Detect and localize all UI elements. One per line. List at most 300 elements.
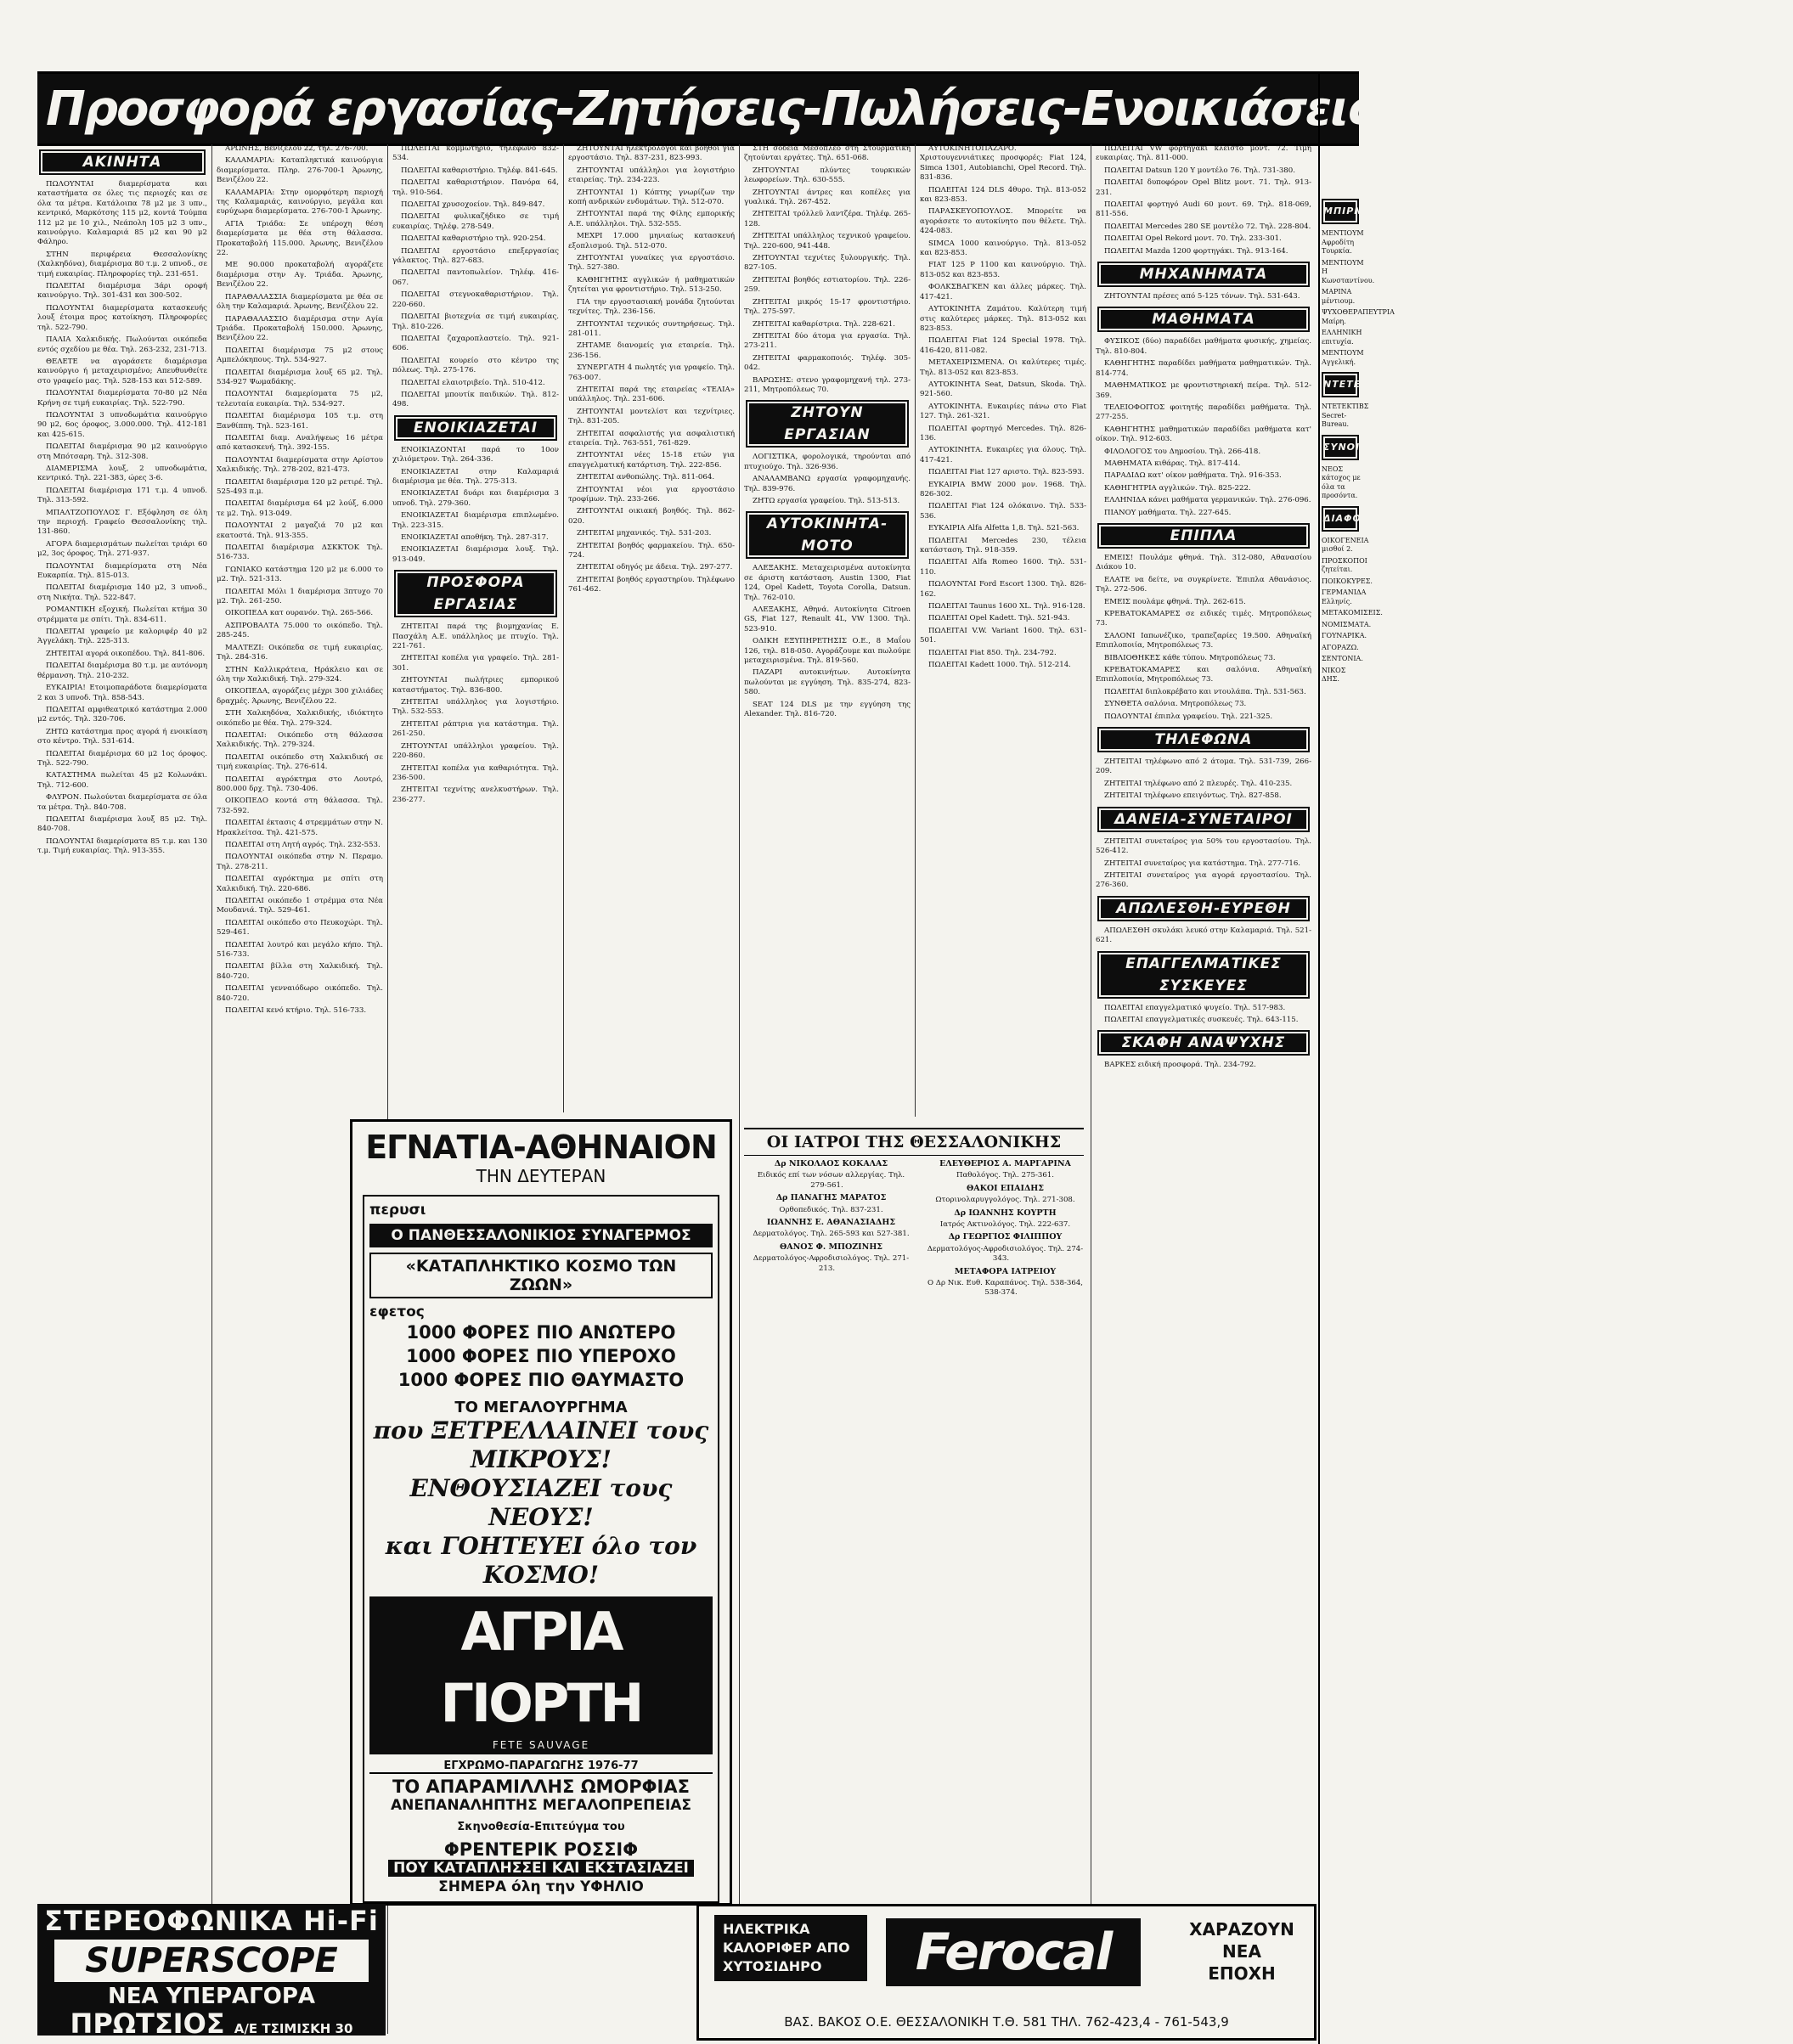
classified-ad: ΠΩΛΕΙΤΑΙ μπουτίκ παιδικών. Τηλ. 812-498. xyxy=(392,390,559,409)
classified-ad: ΠΩΛΕΙΤΑΙ δυποφόρον Opel Blitz μοντ. 71. Τηλ. 913-231. xyxy=(1096,178,1311,197)
classified-ad: ΖΗΤΕΙΤΑΙ βοηθός εστιατορίου. Τηλ. 226-259. xyxy=(744,275,911,295)
classified-ad: ΠΩΛΕΙΤΑΙ Fiat 850. Τηλ. 234-792. xyxy=(928,648,1057,657)
classified-ad: ΖΗΤΟΥΝΤΑΙ μοντελίστ και τεχνίτριες. Τηλ. 831-205. xyxy=(568,407,735,426)
classified-ad: ΖΗΤΑΜΕ διανομείς για εταιρεία. Τηλ. 236-156. xyxy=(568,341,735,360)
col4-ads xyxy=(568,144,735,595)
classified-ad: ΖΗΤΟΥΝΤΑΙ πρέσες από 5-125 τόνων. Τηλ. 531-643. xyxy=(1104,292,1300,301)
classified-ad: ΖΗΤΟΥΝΤΑΙ τεχνίτες ξυλουργικής. Τηλ. 827-105. xyxy=(744,254,911,273)
classified-ad: ΓΟΥΝΑΡΙΚΑ. xyxy=(1322,632,1367,639)
classified-ad: ΠΩΛΕΙΤΑΙ στεγνοκαθαριστήριον. Τηλ. 220-660. xyxy=(392,290,559,309)
brand-name: SUPERSCOPE xyxy=(54,1940,369,1982)
classified-ad: SIMCA 1000 καινούργιο. Τηλ. 813-052 και 823-853. xyxy=(920,239,1086,258)
classified-ad: ΜΑΘΗΜΑΤΙΚΟΣ με φροντιστηριακή πείρα. Τηλ. 512-369. xyxy=(1096,381,1311,400)
classified-ad: ΠΩΛΕΙΤΑΙ επαγγελματικές συσκευές. Τηλ. 643-115. xyxy=(1104,1015,1299,1024)
column-3 xyxy=(392,144,559,1112)
classified-ad: ΑΥΤΟΚΙΝΗΤΟΠΑΖΑΡΟ. Χριστουγεννιάτικες προσφορές: Fiat 124, Simca 1301, Autobianchi, Opel Record. Τηλ. 831-836. xyxy=(920,144,1086,183)
ad-text: ΣΤΕΡΕΟΦΩΝΙΚΑ Hi-Fi xyxy=(44,1905,379,1937)
ad-text: ΠΟΥ ΚΑΤΑΠΛΗΣΣΕΙ ΚΑΙ ΕΚΣΤΑΣΙΑΖΕΙ xyxy=(388,1860,694,1877)
classified-ad: ΑΓΟΡΑ διαμερισμάτων πωλείται τριάρι 60 μ2, 3ος όροφος. Τηλ. 271-937. xyxy=(37,539,207,559)
classified-ad: ΕΝΟΙΚΙΑΖΕΤΑΙ αποθήκη. Τηλ. 287-317. xyxy=(401,533,549,542)
classified-ad: ΕΛΑΤΕ να δείτε, να συγκρίνετε. Έπιπλα Αθανάσιος. Τηλ. 272-506. xyxy=(1096,575,1311,594)
classified-ad: ΕΝΟΙΚΙΑΖΟΝΤΑΙ παρά το 10ον χιλιόμετρον. Τηλ. 264-336. xyxy=(392,445,559,465)
classified-ad: ΜΕΧΡΙ 17.000 μηνιαίως κατασκευή εξοπλισμού. Τηλ. 512-070. xyxy=(568,232,735,251)
classified-ad: ΕΥΚΑΙΡΙΑ Alfa Alfetta 1,8. Τηλ. 521-563. xyxy=(928,524,1080,533)
classified-ad: ΕΛΛΗΝΙΚΗ επιτυχία. xyxy=(1322,329,1362,346)
classified-ad: ΠΑΡΑΣΚΕΥΟΠΟΥΛΟΣ. Μπορείτε να αγοράσετε το αυτοκίνητο που θέλετε. Τηλ. 424-083. xyxy=(920,207,1086,236)
masthead-title: Προσφορά εργασίας-Ζητήσεις-Πωλήσεις-Ενοικιάσεις-Αγοραί-Ακίνητα xyxy=(46,81,1793,137)
cinema-advertisement xyxy=(350,1119,732,1906)
section-header-professional-devices: ΕΠΑΓΓΕΛΜΑΤΙΚΕΣ ΣΥΣΚΕΥΕΣ xyxy=(1097,951,1310,999)
classified-ad: ΜΕΤΑΧΕΙΡΙΣΜΕΝΑ. Οι καλύτερες τιμές. Τηλ. 813-052 και 823-853. xyxy=(920,358,1086,377)
classified-ad: ΕΛΛΗΝΙΔΑ κάνει μαθήματα γερμανικών. Τηλ. 276-096. xyxy=(1104,496,1311,505)
classified-ad: ΠΩΛΟΥΝΤΑΙ οικόπεδα στην Ν. Περαμο. Τηλ. 278-211. xyxy=(217,853,383,871)
column-4 xyxy=(568,144,735,1112)
classified-ad: ΖΗΤΟΥΝΤΑΙ άντρες και κοπέλες για γυαλικά. Τηλ. 267-452. xyxy=(744,188,911,207)
strip-texts-c xyxy=(1320,465,1361,501)
ad-row-text: 1000 ΦΟΡΕΣ ΠΙΟ ΘΑΥΜΑΣΤΟ xyxy=(398,1370,685,1390)
doctor-details: Παθολόγος. Τηλ. 275-361. xyxy=(956,1171,1055,1180)
classified-ad: ΠΩΛΕΙΤΑΙ διαμέρισμα ΔΣΚΚΤΟΚ Τηλ. 516-733. xyxy=(217,543,383,562)
store-address: Α/Ε ΤΣΙΜΙΣΚΗ 30 xyxy=(234,2021,353,2036)
ad-banner: «ΚΑΤΑΠΛΗΚΤΙΚΟ ΚΟΣΜΟ ΤΩΝ ΖΩΩΝ» xyxy=(369,1253,713,1298)
classified-ad: ΜΕ 90.000 προκαταβολή αγοράζετε διαμέρισμα στην Αγ. Τριάδα. Άρωνης, Βενιζέλου 22. xyxy=(217,261,383,290)
doctor-details: Ιατρός Ακτινολόγος. Τηλ. 222-637. xyxy=(939,1220,1071,1230)
classified-ad: ΣΤΗΝ περιφέρεια Θεσσαλονίκης (Χαλκηδόνα), διαμέρισμα 80 τ.μ. 2 υπνοδ., σε τιμή ευκαιρίας. Πληροφορίες τηλ. 231-651. xyxy=(37,250,207,279)
col2-ads xyxy=(217,144,383,1016)
classified-ad: ΠΩΛΕΙΤΑΙ φυλικαζήδικο σε τιμή ευκαιρίας. Τηλέφ. 278-549. xyxy=(392,212,559,231)
classified-ad: ΠΩΛΕΙΤΑΙ V.W. Variant 1600. Τηλ. 631-501. xyxy=(920,626,1086,645)
classified-ad: ΖΗΤΟΥΝΤΑΙ γυναίκες για εργοστάσιο. Τηλ. 527-380. xyxy=(568,254,735,273)
classified-ad: ΖΗΤΟΥΝΤΑΙ υπάλληλοι γραφείου. Τηλ. 220-860. xyxy=(392,741,559,761)
classified-ad: ΖΗΤΟΥΝΤΑΙ τεχνικός συντηρήσεως. Τηλ. 281-011. xyxy=(568,319,735,338)
classified-ad: ΠΩΛΕΙΤΑΙ Opel Rekord μοντ. 70. Τηλ. 233-301. xyxy=(1104,234,1282,244)
doctor-name: ΙΩΑΝΝΗΣ Ε. ΑΘΑΝΑΣΙΑΔΗΣ xyxy=(766,1218,896,1228)
strip-header: ΣΥΝΟΙΚ xyxy=(1322,435,1359,460)
classified-ad: ΜΑΘΗΜΑΤΑ κιθάρας. Τηλ. 817-414. xyxy=(1104,459,1241,468)
column-1 xyxy=(37,144,207,2034)
section-header-furniture: ΕΠΙΠΛΑ xyxy=(1097,523,1310,549)
classified-ad: ΖΗΤΕΙΤΑΙ κοπέλα για γραφείο. Τηλ. 281-301. xyxy=(392,654,559,673)
classified-ad: ΠΩΛΕΙΤΑΙ εργοστάσιο επεξεργασίας γάλακτος. Τηλ. 827-683. xyxy=(392,246,559,266)
ad-script-text: ΕΝΘΟΥΣΙΑΖΕΙ τους ΝΕΟΥΣ! xyxy=(409,1474,673,1531)
classified-ad: ΜΠΑΛΤΖΟΠΟΥΛΟΣ Γ. Εξόφληση σε όλη την περιοχή. Γραφείο Θεσσαλονίκης τηλ. 131-860. xyxy=(37,508,207,537)
classified-ad: ΠΩΛΕΙΤΑΙ οικόπεδο στη Χαλκιδική σε τιμή ευκαιρίας. Τηλ. 276-614. xyxy=(217,752,383,772)
classified-ad: ΠΩΛΕΙΤΑΙ οικόπεδο στο Πευκοχώρι. Τηλ. 529-461. xyxy=(217,918,383,938)
strip-texts-d xyxy=(1320,536,1383,684)
classified-ad: ΦΛΥΡΟΝ. Πωλούνται διαμερίσματα σε όλα τα μέτρα. Τηλ. 840-708. xyxy=(37,793,207,812)
classified-ad: ΠΩΛΕΙΤΑΙ επαγγελματικό ψυγείο. Τηλ. 517-983. xyxy=(1104,1003,1286,1012)
classified-ad: ΚΑΘΗΓΗΤΗΣ αγγλικών ή μαθηματικών ζητείται για φροντιστήριο. Τηλ. 513-250. xyxy=(568,275,735,295)
classified-ad: ΖΗΤΕΙΤΑΙ παρά της βιομηχανίας Ε. Πασχάλη Α.Ε. υπάλληλος με πτυχίο. Τηλ. 221-761. xyxy=(392,622,559,651)
doctor-name: Δρ ΝΙΚΟΛΑΟΣ ΚΟΚΑΛΑΣ xyxy=(774,1159,888,1168)
director-name: ΦΡΕΝΤΕΡΙΚ ΡΟΣΣΙΦ xyxy=(443,1839,639,1860)
classified-ad: ΖΗΤΟΥΝΤΑΙ υπάλληλοι για λογιστήριο εταιρείας. Τηλ. 234-223. xyxy=(568,166,735,185)
film-title: ΑΓΡΙΑ ΓΙΟΡΤΗ xyxy=(369,1596,713,1739)
strip-texts-a xyxy=(1320,229,1395,367)
classified-ad: ΠΩΛΕΙΤΑΙ καθαριστήριον. Πανόρα 64, τηλ. 910-564. xyxy=(392,178,559,197)
col7-lost-ads xyxy=(1096,926,1311,946)
col5-car-ads xyxy=(744,564,911,719)
classified-ad: ΓΩΝΙΑΚΟ κατάστημα 120 μ2 με 6.000 το μ2. Τηλ. 521-313. xyxy=(217,565,383,584)
classifieds-masthead xyxy=(37,71,1793,146)
column-rule xyxy=(211,144,212,2034)
cinema-ad-body xyxy=(363,1195,719,1903)
classified-ad: ΜΑΡΙΝΑ μέντιουμ. xyxy=(1322,288,1356,305)
classified-ad: ΠΩΛΕΙΤΑΙ διαμέρισμα 64 μ2 λούξ, 6.000 τε μ2. Τηλ. 913-049. xyxy=(217,499,383,518)
classified-ad: ΖΗΤΕΙΤΑΙ ασφαλιστής για ασφαλιστική εταιρεία. Τηλ. 763-551, 761-829. xyxy=(568,429,735,448)
ad-row-text: 1000 ΦΟΡΕΣ ΠΙΟ ΑΝΩΤΕΡΟ xyxy=(406,1322,676,1343)
classified-ad: ΕΜΕΙΣ πουλάμε φθηνά. Τηλ. 262-615. xyxy=(1104,597,1246,606)
classified-ad: ΠΩΛΕΙΤΑΙ φορτηγό Audi 60 μοντ. 69. Τηλ. 818-069, 811-556. xyxy=(1096,200,1311,219)
classified-ad: ΖΗΤΟΥΝΤΑΙ 1) Κόπτης γνωρίζων την κοπή ανδρικών ενδυμάτων. Τηλ. 512-070. xyxy=(568,188,735,207)
classified-ad: ΖΗΤΩ κατάστημα προς αγορά ή ενοικίαση στο κέντρο. Τηλ. 531-614. xyxy=(37,727,207,746)
classified-ad: ΠΩΛΕΙΤΑΙ καθαριστήριο τηλ. 920-254. xyxy=(401,234,546,244)
classified-ad: ΠΩΛΕΙΤΑΙ διαμέρισμα 171 τ.μ. 4 υπνοδ. Τηλ. 313-592. xyxy=(37,486,207,505)
classified-ad: ΠΩΛΕΙΤΑΙ διαμέρισμα λουξ 85 μ2. Τηλ. 840-708. xyxy=(37,814,207,834)
section-header-cars-moto: ΑΥΤΟΚΙΝΗΤΑ-ΜΟΤΟ xyxy=(746,511,909,559)
brand-name: Ferocal xyxy=(886,1918,1141,1986)
classified-ad: ΠΩΛΕΙΤΑΙ κενό κτήριο. Τηλ. 516-733. xyxy=(225,1006,367,1016)
doctor-details: Ωτορινολαρυγγολόγος. Τηλ. 271-308. xyxy=(935,1196,1075,1205)
doctors-left xyxy=(744,1159,910,1301)
classified-ad: ΖΗΤΕΙΤΑΙ βοηθός φαρμακείου. Τηλ. 650-724. xyxy=(568,541,735,560)
section-header-lessons: ΜΑΘΗΜΑΤΑ xyxy=(1097,307,1310,332)
classified-ad: ΠΑΡΑΔΙΔΩ κατ' οίκον μαθήματα. Τηλ. 916-353. xyxy=(1104,471,1282,481)
classified-ad: ΠΩΛΕΙΤΑΙ διαμέρισμα 105 τ.μ. στη Ξανθίππη. Τηλ. 523-161. xyxy=(217,412,383,431)
classified-ad: ΠΩΛΕΙΤΑΙ Mercedes 230, τέλεια κατάσταση. Τηλ. 918-359. xyxy=(920,536,1086,555)
classified-ad: ΑΓΟΡΑΖΩ. xyxy=(1322,643,1359,651)
classified-ad: ΚΑΘΗΓΗΤΗΣ παραδίδει μαθήματα μαθηματικών. Τηλ. 814-774. xyxy=(1096,359,1311,378)
section-header-leisure-boats: ΣΚΑΦΗ ΑΝΑΨΥΧΗΣ xyxy=(1097,1030,1310,1056)
section-header-phones: ΤΗΛΕΦΩΝΑ xyxy=(1097,727,1310,752)
ad-script-text: που ΞΕΤΡΕΛΛΑΙΝΕΙ τους ΜΙΚΡΟΥΣ! xyxy=(373,1416,709,1473)
classified-ad: ΠΩΛΕΙΤΑΙ Mercedes 280 SE μοντέλο 72. Τηλ. 228-804. xyxy=(1104,222,1311,231)
classified-ad: ΠΩΛΕΙΤΑΙ διαμέρισμα 120 μ2 ρετιρέ. Τηλ. 525-493 π.μ. xyxy=(217,477,383,496)
doctor-name: Δρ ΓΕΩΡΓΙΟΣ ΦΙΛΙΠΠΟΥ xyxy=(948,1232,1063,1242)
classified-ad: ΚΑΘΗΓΗΤΗΣ μαθηματικών παραδίδει μαθήματα κατ' οίκον. Τηλ. 912-603. xyxy=(1096,425,1311,444)
col7-furniture-ads xyxy=(1096,554,1311,722)
classified-ad: ΨΥΧΟΘΕΡΑΠΕΥΤΡΙΑ Μαίρη. xyxy=(1322,308,1395,325)
classified-ad: ΠΩΛΕΙΤΑΙ φορτηγό Mercedes. Τηλ. 826-136. xyxy=(920,424,1086,442)
classified-ad: ΠΩΛΕΙΤΑΙ χρυσοχοείον. Τηλ. 849-847. xyxy=(401,200,545,210)
classified-ad: ΖΗΤΕΙΤΑΙ φαρμακοποιός. Τηλέφ. 305-042. xyxy=(744,353,911,373)
classified-ad: ΚΡΕΒΑΤΟΚΑΜΑΡΕΣ και σαλόνια. Αθηναϊκή Επιπλοποιία, Μητροπόλεως 73. xyxy=(1096,666,1311,684)
classified-ad: ΠΩΛΟΥΝΤΑΙ διαμερίσματα στην Αρίστου Χαλκιδικής. Τηλ. 278-202, 821-473. xyxy=(217,455,383,475)
classified-ad: ΠΩΛΕΙΤΑΙ διαμέρισμα 75 μ2 στους Αμπελόκηπους. Τηλ. 534-927. xyxy=(217,346,383,365)
col5-seek-ads xyxy=(744,453,911,506)
classified-ad: ΒΙΒΛΙΟΘΗΚΕΣ κάθε τύπου. Μητροπόλεως 73. xyxy=(1104,653,1276,662)
classified-ad: ΠΩΛΕΙΤΑΙ Μόλι 1 διαμέρισμα 3πτυχο 70 μ2. Τηλ. 261-250. xyxy=(217,587,383,606)
doctor-name: Δρ ΙΩΑΝΝΗΣ ΚΟΥΡΤΗ xyxy=(954,1208,1057,1218)
classified-ad: ΠΩΛΟΥΝΤΑΙ διαμερίσματα 75 μ2, τελευταία ευκαιρία. Τηλ. 534-927. xyxy=(217,390,383,408)
strip-texts-b xyxy=(1320,403,1369,430)
classified-ad: ΜΑΛΤΕΖΙ: Οικόπεδα σε τιμή ευκαιρίας. Τηλ. 284-316. xyxy=(217,643,383,662)
column-rule xyxy=(563,144,564,1112)
classified-ad: ΖΗΤΟΥΝΤΑΙ πλύντες τουρκικών λεωφορείων. Τηλ. 630-555. xyxy=(744,166,911,185)
classified-ad: ΠΩΛΕΙΤΑΙ: Οικόπεδο στη θάλασσα Χαλκιδικής. Τηλ. 279-324. xyxy=(217,730,383,750)
section-header-machines: ΜΗΧΑΝΗΜΑΤΑ xyxy=(1097,262,1310,287)
classified-ad: ΟΙΚΟΠΕΔΟ κοντά στη θάλασσα. Τηλ. 732-592. xyxy=(217,797,383,815)
classified-ad: ΠΩΛΟΥΝΤΑΙ Ford Escort 1300. Τηλ. 826-162. xyxy=(920,580,1086,599)
classified-ad: ΒΑΡΚΕΣ ειδική προσφορά. Τηλ. 234-792. xyxy=(1104,1061,1256,1070)
classified-ad: ΚΑΤΑΣΤΗΜΑ πωλείται 45 μ2 Κολωνάκι. Τηλ. 712-600. xyxy=(37,771,207,790)
classified-ad: ΚΑΛΑΜΑΡΙΑ: Καταπληκτικά καινούργια διαμερίσματα. Πληρ. 276-700-1 Άρωνης, Βενιζέλου 22. xyxy=(217,156,383,185)
classified-ad: ΣΤΗ σοδειά Μεσοπλέο στη Στουρμάτικη ζητούνται εργάτες. Τηλ. 651-068. xyxy=(744,144,911,163)
classified-ad: ΠΩΛΕΙΤΑΙ βίλλα στη Χαλκιδική. Τηλ. 840-720. xyxy=(217,962,383,981)
classified-ad: ΠΩΛΕΙΤΑΙ κομμωτήριο, τηλέφωνο 832-534. xyxy=(392,144,559,163)
doctor-details: Ειδικός επί των νόσων αλλεργίας. Τηλ. 279-561. xyxy=(757,1171,905,1190)
classified-ad: ΠΩΛΕΙΤΑΙ παντοπωλείον. Τηλέφ. 416-067. xyxy=(392,268,559,287)
classified-ad: ΖΗΤΕΙΤΑΙ μικρός 15-17 φροντιστήριο. Τηλ. 275-597. xyxy=(744,297,911,317)
classified-ad: ΦΙΛΟΛΟΓΟΣ του Δημοσίου. Τηλ. 266-418. xyxy=(1104,447,1261,456)
classified-ad: ΠΩΛΕΙΤΑΙ αγρόκτημα στο Λουτρό, 800.000 δρχ. Τηλ. 730-406. xyxy=(217,774,383,793)
classified-ad: ΖΗΤΕΙΤΑΙ κοπέλα για καθαριότητα. Τηλ. 236-500. xyxy=(392,763,559,782)
classified-ad: ΝΕΟΣ κάτοχος με όλα τα προσόντα. xyxy=(1322,465,1361,499)
ad-closing xyxy=(369,1772,713,1896)
classified-ad: ΑΥΤΟΚΙΝΗΤΑ Seat, Datsun, Skoda. Τηλ. 921-560. xyxy=(920,380,1086,399)
classified-ad: ΠΩΛΕΙΤΑΙ ελαιοτριβείο. Τηλ. 510-412. xyxy=(401,378,545,387)
ad-row-text: 1000 ΦΟΡΕΣ ΠΙΟ ΥΠΕΡΟΧΟ xyxy=(406,1346,676,1366)
classified-ad: ΡΟΜΑΝΤΙΚΗ εξοχική. Πωλείται κτήμα 30 στρέμματα με σπίτι. Τηλ. 834-611. xyxy=(37,605,207,624)
ad-text: ΤΟ ΑΠΑΡΑΜΙΛΛΗΣ ΩΜΟΡΦΙΑΣ xyxy=(392,1777,690,1797)
clipped-right-column xyxy=(1318,71,1395,2044)
column-rule xyxy=(915,144,916,1117)
classified-ad: ΕΝΟΙΚΙΑΖΕΤΑΙ διαμέρισμα λουξ. Τηλ. 913-049. xyxy=(392,545,559,564)
doctors-title: ΟΙ ΙΑΤΡΟΙ ΤΗΣ ΘΕΣΣΑΛΟΝΙΚΗΣ xyxy=(744,1128,1084,1156)
classified-ad: ΝΟΜΙΣΜΑΤΑ. xyxy=(1322,620,1372,628)
classified-ad: ΠΩΛΕΙΤΑΙ γενναιόδωρο οικόπεδο. Τηλ. 840-720. xyxy=(217,984,383,1003)
classified-ad: ΕΜΕΙΣ! Πουλάμε φθηνά. Τηλ. 312-080, Αθανασίου Διάκου 10. xyxy=(1096,553,1311,572)
col7-ads-top xyxy=(1096,144,1311,256)
classified-ad: ΖΗΤΕΙΤΑΙ τρόλλεϋ λαντζέρα. Τηλέφ. 265-128. xyxy=(744,210,911,228)
col5-ads xyxy=(744,144,911,395)
classified-ad: ΠΩΛΕΙΤΑΙ διαμέρισμα 60 μ2 1ος όροφος. Τηλ. 522-790. xyxy=(37,749,207,768)
classified-ad: ΚΑΛΑΜΑΡΙΑ: Στην ομορφότερη περιοχή της Καλαμαριάς, καινούργιο, μεγάλα και ευρύχωρα διαμερίσματα. 276-700-1 Άρωνης. xyxy=(217,188,383,217)
classified-ad: ΠΩΛΟΥΝΤΑΙ 2 μαγαζιά 70 μ2 και εκατοστά. Τηλ. 913-355. xyxy=(217,521,383,540)
classified-ad: ΠΩΛΟΥΝΤΑΙ διαμερίσματα 70-80 μ2 Νέα Κρήνη σε τιμή ευκαιρίας. Τηλ. 522-790. xyxy=(37,389,207,408)
classified-ad: ΠΑΡΑΘΑΛΑΣΣΙΟ διαμέρισμα στην Αγία Τριάδα. Προκαταβολή 150.000. Άρωνης, Βενιζέλου 22. xyxy=(217,314,383,343)
classified-ad: ΖΗΤΩ εργασία γραφείου. Τηλ. 513-513. xyxy=(753,496,900,505)
classified-ad: ΖΗΤΕΙΤΑΙ δύο άτομα για εργασία. Τηλ. 273-211. xyxy=(744,331,911,351)
ad-text: ΑΝΕΠΑΝΑΛΗΠΤΗΣ ΜΕΓΑΛΟΠΡΕΠΕΙΑΣ xyxy=(390,1797,692,1814)
classified-ad: ΖΗΤΕΙΤΑΙ παρά της εταιρείας «ΤΕΛΙΑ» υπάλληλος. Τηλ. 231-606. xyxy=(568,385,735,404)
section-header-for-rent: ΕΝΟΙΚΙΑΖΕΤΑΙ xyxy=(394,415,557,441)
col3-rent-ads xyxy=(392,446,559,565)
col7-pro-ads xyxy=(1096,1004,1311,1026)
classified-ad: ΠΩΛΕΙΤΑΙ διαμ. Αναλήψεως 16 μέτρα από κατασκευή. Τηλ. 392-155. xyxy=(217,433,383,453)
classified-ad: ΠΩΛΕΙΤΑΙ αμφιθεατρικό κατάστημα 2.000 μ2 εντός. Τηλ. 320-706. xyxy=(37,705,207,724)
cinema-subtitle: ΤΗΝ ΔΕΥΤΕΡΑΝ xyxy=(476,1166,606,1186)
classified-ad: ΠΡΟΣΚΟΠΟΙ ζητείται. xyxy=(1322,556,1367,573)
film-production: ΕΓΧΡΩΜΟ-ΠΑΡΑΓΩΓΗΣ 1976-77 xyxy=(443,1760,639,1772)
col3-job-ads xyxy=(392,622,559,805)
classified-ad: ΠΩΛΟΥΝΤΑΙ διαμερίσματα στη Νέα Ευκαρπία. Τηλ. 815-013. xyxy=(37,561,207,581)
classified-ad: ΠΩΛΕΙΤΑΙ διπλοκρέβατο και ντουλάπα. Τηλ. 531-563. xyxy=(1104,687,1306,696)
classified-ad: ΖΗΤΕΙΤΑΙ καθαρίστρια. Τηλ. 228-621. xyxy=(753,319,896,329)
classified-ad: ΟΙΚΟΠΕΔΑ, αγοράζεις μέχρι 300 χιλιάδες δραχμές. Άρωνης, Βενιζέλου 22. xyxy=(217,687,383,706)
classified-ad: ΘΕΛΕΤΕ να αγοράσετε διαμέρισμα καινούργιο ή μεταχειρισμένο; Απευθυνθείτε στο γραφείο μας. Τηλ. 528-153 και 512-589. xyxy=(37,357,207,386)
classified-ad: ΖΗΤΟΥΝΤΑΙ παρά της Φίλης εμπορικής Α.Ε. υπάλληλοι. Τηλ. 532-555. xyxy=(568,210,735,228)
classified-ad: ΚΡΕΒΑΤΟΚΑΜΑΡΕΣ σε ειδικές τιμές. Μητροπόλεως 73. xyxy=(1096,610,1311,628)
classified-ad: FIAT 125 P 1100 και καινούργιο. Τηλ. 813-052 και 823-853. xyxy=(920,261,1086,279)
classified-ad: ΟΙΚΟΓΕΝΕΙΑ μισθοί 2. xyxy=(1322,536,1369,553)
classified-ad: ΣΑΛΟΝΙ Ιαπωνέζικο, τραπεζαρίες 19.500. Αθηναϊκή Επιπλοποιία, Μητροπόλεως 73. xyxy=(1096,631,1311,650)
ad-row xyxy=(369,1344,713,1368)
classified-ad: ΠΩΛΕΙΤΑΙ αγρόκτημα με σπίτι στη Χαλκιδική. Τηλ. 220-686. xyxy=(217,875,383,893)
classified-ad: ΠΩΛΕΙΤΑΙ Fiat 127 αριστο. Τηλ. 823-593. xyxy=(928,468,1085,477)
col7-boat-ads xyxy=(1096,1061,1311,1070)
section-header-seeking-work: ΖΗΤΟΥΝ ΕΡΓΑΣΙΑΝ xyxy=(746,400,909,448)
classified-ad: ΠΩΛΕΙΤΑΙ διαμέρισμα 3άρι οροφή καινούργιο. Τηλ. 301-431 και 300-502. xyxy=(37,282,207,301)
classified-ad: ΖΗΤΟΥΝΤΑΙ ηλεκτρολόγοι και βοηθοί για εργοστάσιο. Τηλ. 837-231, 823-993. xyxy=(568,144,735,163)
classified-ad: ΠΩΛΕΙΤΑΙ λουτρό και μεγάλο κήπο. Τηλ. 516-733. xyxy=(217,940,383,960)
classified-ad: ΖΗΤΟΥΝΤΑΙ οικιακή βοηθός. Τηλ. 862-020. xyxy=(568,507,735,526)
classified-ad: ΑΥΤΟΚΙΝΗΤΑ. Ευκαιρίες για όλους. Τηλ. 417-421. xyxy=(920,446,1086,465)
classified-ad: ΦΥΣΙΚΟΣ (δύο) παραδίδει μαθήματα φυσικής, χημείας. Τηλ. 810-804. xyxy=(1096,337,1311,356)
classified-ad: ΖΗΤΕΙΤΑΙ υπάλληλος για λογιστήριο. Τηλ. 532-553. xyxy=(392,698,559,717)
doctor-details: Δερματολόγος-Αφροδισιολόγος. Τηλ. 274-343. xyxy=(927,1244,1084,1264)
doctor-name: ΘΑΝΟΣ Φ. ΜΠΟΖΙΝΗΣ xyxy=(779,1242,883,1252)
classified-ad: ΠΩΛΕΙΤΑΙ Kadett 1000. Τηλ. 512-214. xyxy=(928,661,1071,670)
store-name: ΠΡΩΤΣΙΟΣ xyxy=(70,2007,225,2040)
ad-text: εφετος xyxy=(369,1304,425,1320)
classified-ad: ΠΩΛΟΥΝΤΑΙ διαμερίσματα και καταστήματα σε όλες τις περιοχές και σε όλα τα μέτρα. Κατάλοιπα 78 μ2 με 3 υπν., κεντρικό, Μαρκότσης 115 μ2, κοντά Τούμπα 112 μ2 με 10 χιλ., Νεάπολη 105 μ2 3 υπν., καινούργιο. Καλαμαριά 85 μ2 και 90 μ2 Φάληρο. xyxy=(37,180,207,247)
store-line xyxy=(37,2009,386,2043)
classified-ad: ΣΤΗΝ Καλλικράτεια, Ηράκλειο και σε όλη την Χαλκιδική. Τηλ. 279-324. xyxy=(217,665,383,684)
classified-ad: ΖΗΤΟΥΝΤΑΙ πωλήτριες εμπορικού καταστήματος. Τηλ. 836-800. xyxy=(392,676,559,695)
classified-ad: ΝΙΚΟΣ ΔΗΣ. xyxy=(1322,666,1346,683)
ad-script-text: και ΓΟΗΤΕΥΕΙ όλο τον ΚΟΣΜΟ! xyxy=(385,1532,697,1589)
classified-ad: ΖΗΤΕΙΤΑΙ οδηγός με άδεια. Τηλ. 297-277. xyxy=(577,563,733,572)
classified-ad: ΖΗΤΕΙΤΑΙ βοηθός εργαστηρίου. Τηλέφωνο 761-462. xyxy=(568,575,735,594)
classified-ad: ΠΩΛΕΙΤΑΙ στη Λητή αγρός. Τηλ. 232-553. xyxy=(225,841,381,849)
classified-ad: ΟΙΚΟΠΕΔΑ κατ ουρανόν. Τηλ. 265-566. xyxy=(225,609,374,618)
classified-ad: ΤΕΛΕΙΟΦΟΙΤΟΣ φοιτητής παραδίδει μαθήματα. Τηλ. 277-255. xyxy=(1096,403,1311,422)
ad-text: ΝΕΑ ΥΠΕΡΑΓΟΡΑ xyxy=(107,1984,316,2009)
column-rule xyxy=(739,144,740,2034)
col7-machine-ads xyxy=(1096,292,1311,301)
classified-ad: ΑΠΩΛΕΣΘΗ σκυλάκι λευκό στην Καλαμαριά. Τηλ. 521-621. xyxy=(1096,926,1311,945)
strip-header: ΝΤΕΤΕΚΤ xyxy=(1322,372,1359,397)
classified-ad: ΠΑΡΑΘΑΛΑΣΣΙΑ διαμερίσματα με θέα σε όλη την Καλαμαριά. Άρωνης, Βενιζέλου 22. xyxy=(217,292,383,312)
classified-ad: ΠΩΛΕΙΤΑΙ Fiat 124 Special 1978. Τηλ. 416-420, 811-082. xyxy=(920,336,1086,355)
doctor-name: ΜΕΤΑΦΟΡΑ ΙΑΤΡΕΙΟΥ xyxy=(954,1266,1057,1276)
ad-row xyxy=(369,1368,713,1392)
classified-ad: ΛΟΓΙΣΤΙΚΑ, φορολογικά, τηρούνται από πτυχιούχο. Τηλ. 326-936. xyxy=(744,453,911,471)
film-subtitle: FETE SAUVAGE xyxy=(369,1739,713,1754)
classified-ad: ΠΩΛΕΙΤΑΙ διαμέρισμα 90 μ2 καινούργιο στη Μπότσαρη. Τηλ. 312-308. xyxy=(37,442,207,461)
classified-ad: ΠΙΑΝΟΥ μαθήματα. Τηλ. 227-645. xyxy=(1104,508,1232,517)
classified-ad: ΔΙΑΜΕΡΙΣΜΑ λουξ, 2 υπνοδωμάτια, κεντρικό. Τηλ. 221-383, ώρες 3-6. xyxy=(37,464,207,483)
ferocal-advertisement xyxy=(696,1904,1317,2041)
ad-text: περυσι xyxy=(369,1202,426,1219)
doctor-details: Ο Δρ Νικ. Ευθ. Καραπάνος. Τηλ. 538-364, 538-374. xyxy=(927,1279,1084,1298)
classified-ad: ΖΗΤΟΥΝΤΑΙ νέοι για εργοστάσιο τροφίμων. Τηλ. 233-266. xyxy=(568,485,735,504)
col7-lesson-ads xyxy=(1096,337,1311,518)
classified-ad: ΠΩΛΕΙΤΑΙ ζαχαροπλαστείο. Τηλ. 921-606. xyxy=(392,334,559,353)
doctor-name: ΘΑΚΟΙ ΕΠΑΙΔΗΣ xyxy=(966,1183,1045,1193)
classified-ad: ΠΟΙΚΟΚΥΡΕΣ. xyxy=(1322,577,1373,585)
ad-text: ΣΗΜΕΡΑ όλη την ΥΦΗΛΙΟ xyxy=(438,1878,644,1895)
section-header-real-estate: ΑΚΙΝΗΤΑ xyxy=(39,149,206,175)
classified-ad: ΖΗΤΕΙΤΑΙ συνεταίρος για κατάστημα. Τηλ. 277-716. xyxy=(1104,859,1301,868)
ad-text: Σκηνοθεσία-Επιτεύγμα του xyxy=(457,1821,625,1833)
ad-text: ΧΑΡΑΖΟΥΝ ΝΕΑ ΕΠΟΧΗ xyxy=(1189,1919,1294,1984)
classified-ad: ΕΥΚΑΙΡΙΑ! Ετοιμοπαράδοτα διαμερίσματα 2 και 3 υπνοδ. Τηλ. 858-543. xyxy=(37,684,207,702)
classified-ad: ΦΟΛΚΣΒΑΓΚΕΝ και άλλες μάρκες. Τηλ. 417-421. xyxy=(920,283,1086,301)
classified-ad: ΖΗΤΕΙΤΑΙ τηλέφωνο επειγόντως. Τηλ. 827-858. xyxy=(1104,791,1282,801)
ad-text: ΗΛΕΚΤΡΙΚΑ ΚΑΛΟΡΙΦΕΡ ΑΠΟ ΧΥΤΟΣΙΔΗΡΟ xyxy=(714,1915,867,1981)
classified-ad: ΖΗΤΕΙΤΑΙ συνεταίρος για αγορά εργοστασίου. Τηλ. 276-360. xyxy=(1096,870,1311,890)
classified-ad: ΣΥΝΘΕΤΑ σαλόνια. Μητροπόλεως 73. xyxy=(1104,700,1247,709)
classified-ad: ΠΩΛΕΙΤΑΙ καθαριστήριο. Τηλέφ. 841-645. xyxy=(401,166,558,175)
classified-ad: ΕΥΚΑΙΡΙΑ BMW 2000 μον. 1968. Τηλ. 826-302. xyxy=(920,480,1086,498)
classified-ad: ΖΗΤΕΙΤΑΙ συνεταίρος για 50% του εργοστασίου. Τηλ. 526-412. xyxy=(1096,836,1311,856)
classified-ad: ΠΩΛΕΙΤΑΙ διαμέρισμα 80 τ.μ. με αυτόνομη θέρμανση. Τηλ. 210-232. xyxy=(37,662,207,680)
classified-ad: ΠΩΛΕΙΤΑΙ Opel Kadett. Τηλ. 521-943. xyxy=(928,614,1070,623)
ad-row xyxy=(369,1320,713,1344)
doctor-name: Δρ ΠΑΝΑΓΗΣ ΜΑΡΑΤΟΣ xyxy=(775,1193,887,1203)
classified-ad: ΜΕΝΤΙΟΥΜ Αφροδίτη Τουρκία. xyxy=(1322,229,1364,255)
ad-text: ΤΟ ΜΕΓΑΛΟΥΡΓΗΜΑ xyxy=(454,1399,628,1416)
classified-ad: ΖΗΤΕΙΤΑΙ τηλέφωνο από 2 πλευρές. Τηλ. 410-235. xyxy=(1104,779,1293,788)
col3-ads xyxy=(392,144,559,410)
classified-ad: ΕΝΟΙΚΙΑΖΕΤΑΙ δυάρι και διαμέρισμα 3 υπνοδ. Τηλ. 279-360. xyxy=(392,489,559,508)
section-header-job-offers: ΠΡΟΣΦΟΡΑ ΕΡΓΑΣΙΑΣ xyxy=(394,570,557,617)
col1-ads xyxy=(37,180,207,857)
classified-ad: ΚΑΘΗΓΗΤΡΙΑ αγγλικών. Τηλ. 825-222. xyxy=(1104,483,1251,493)
col7-phone-ads xyxy=(1096,757,1311,802)
classified-ad: ΑΥΤΟΚΙΝΗΤΑ. Ευκαιρίες πάνω στο Fiat 127. Τηλ. 261-321. xyxy=(920,402,1086,421)
doctor-details: Δερματολόγος-Αφροδισιολόγος. Τηλ. 271-213. xyxy=(753,1254,910,1273)
classified-ad: ΠΩΛΕΙΤΑΙ Fiat 124 ολόκαινο. Τηλ. 533-536. xyxy=(920,502,1086,521)
classified-ad: ΠΩΛΕΙΤΑΙ διαμέρισμα λουξ 65 μ2. Τηλ. 534-927 Ψωμαδάκης. xyxy=(217,368,383,386)
classified-ad: ΣΥΝΕΡΓΑΤΗ 4 πωλητές για γραφείο. Τηλ. 763-007. xyxy=(568,363,735,382)
classified-ad: ΟΔΙΚΗ ΕΞΥΠΗΡΕΤΗΣΙΣ Ο.Ε., 8 Μαΐου 126, τηλ. 818-050. Αγοράζουμε και πωλούμε μεταχειρισμένα. Τηλ. 819-560. xyxy=(744,637,911,666)
ad-banner: Ο ΠΑΝΘΕΣΣΑΛΟΝΙΚΙΟΣ ΣΥΝΑΓΕΡΜΟΣ xyxy=(369,1224,713,1247)
doctor-details: Ορθοπεδικός. Τηλ. 837-231. xyxy=(779,1205,883,1214)
classified-ad: ΠΩΛΟΥΝΤΑΙ διαμερίσματα 85 τ.μ. και 130 τ.μ. Τιμή ευκαιρίας. Τηλ. 913-355. xyxy=(37,836,207,856)
section-header-loans-partners: ΔΑΝΕΙΑ-ΣΥΝΕΤΑΙΡΟΙ xyxy=(1097,807,1310,832)
classified-ad: ΖΗΤΕΙΤΑΙ ράπτρια για κατάστημα. Τηλ. 261-250. xyxy=(392,719,559,739)
classified-ad: ΓΙΑ την εργοστασιακή μονάδα ζητούνται τεχνίτες. Τηλ. 236-156. xyxy=(568,297,735,317)
classified-ad: ΖΗΤΕΙΤΑΙ ανθοπώλης. Τηλ. 811-064. xyxy=(577,473,715,482)
column-5 xyxy=(744,144,911,1117)
cinema-title: ΕΓΝΑΤΙΑ-ΑΘΗΝΑΙΟΝ xyxy=(365,1129,717,1166)
classified-ad: ΠΩΛΕΙΤΑΙ Mazda 1200 φορτηγάκι. Τηλ. 913-164. xyxy=(1104,246,1288,256)
classified-ad: ΠΩΛΟΥΝΤΑΙ 3 υπνοδωμάτια καινούργιο 90 μ2, 6ος όροφος, 3.000.000. Τηλ. 412-181 και 425-615. xyxy=(37,410,207,439)
strip-header: ΜΠΙΡΝ xyxy=(1322,199,1359,224)
classified-ad: ΣΤΗ Χαλκηδόνα, Χαλκιδικής, ιδιόκτητο οικόπεδο με θέα. Τηλ. 279-324. xyxy=(217,709,383,728)
classified-ad: ΠΩΛΕΙΤΑΙ VW φορτηγάκι κλειστό μοντ. 72. Τιμή ευκαιρίας. Τηλ. 811-000. xyxy=(1096,144,1311,163)
classified-ad: ΜΕΝΤΙΟΥΜ Η Κωνσταντίνου. xyxy=(1322,258,1375,284)
stereo-advertisement xyxy=(37,1904,386,2040)
col6-ads xyxy=(920,144,1086,671)
classified-ad: ΕΝΟΙΚΙΑΖΕΤΑΙ διαμέρισμα επιπλωμένο. Τηλ. 223-315. xyxy=(392,511,559,530)
classified-ad: ΖΗΤΕΙΤΑΙ υπάλληλος τεχνικού γραφείου. Τηλ. 220-600, 941-448. xyxy=(744,232,911,251)
classified-ad: ΜΕΝΤΙΟΥΜ Αγγελική. xyxy=(1322,349,1364,366)
classified-ad: ΖΗΤΕΙΤΑΙ τεχνίτης ανελκυστήρων. Τηλ. 236-277. xyxy=(392,786,559,804)
classified-ad: ΠΩΛΕΙΤΑΙ κουρείο στο κέντρο της πόλεως. Τηλ. 275-176. xyxy=(392,356,559,375)
col7-loan-ads xyxy=(1096,837,1311,891)
classified-ad: ΕΝΟΙΚΙΑΖΕΤΑΙ στην Καλαμαριά διαμέρισμα με θέα. Τηλ. 275-313. xyxy=(392,467,559,486)
classified-ad: ΑΝΑΛΑΜΒΑΝΩ εργασία γραφομηχανής. Τηλ. 839-976. xyxy=(744,475,911,493)
classified-ad: ΖΗΤΟΥΝΤΑΙ νέες 15-18 ετών για επαγγελματική κατάρτιση. Τηλ. 222-856. xyxy=(568,451,735,470)
column-6 xyxy=(920,144,1086,2034)
classified-ad: ΝΤΕΤΕΚΤΙΒΣ Secret-Bureau. xyxy=(1322,403,1369,428)
classified-ad: ΠΩΛΕΙΤΑΙ Taunus 1600 XL. Τηλ. 916-128. xyxy=(928,602,1085,611)
classified-ad: ΠΩΛΕΙΤΑΙ έκτασις 4 στρεμμάτων στην Ν. Ηρακλείτσα. Τηλ. 421-575. xyxy=(217,819,383,837)
